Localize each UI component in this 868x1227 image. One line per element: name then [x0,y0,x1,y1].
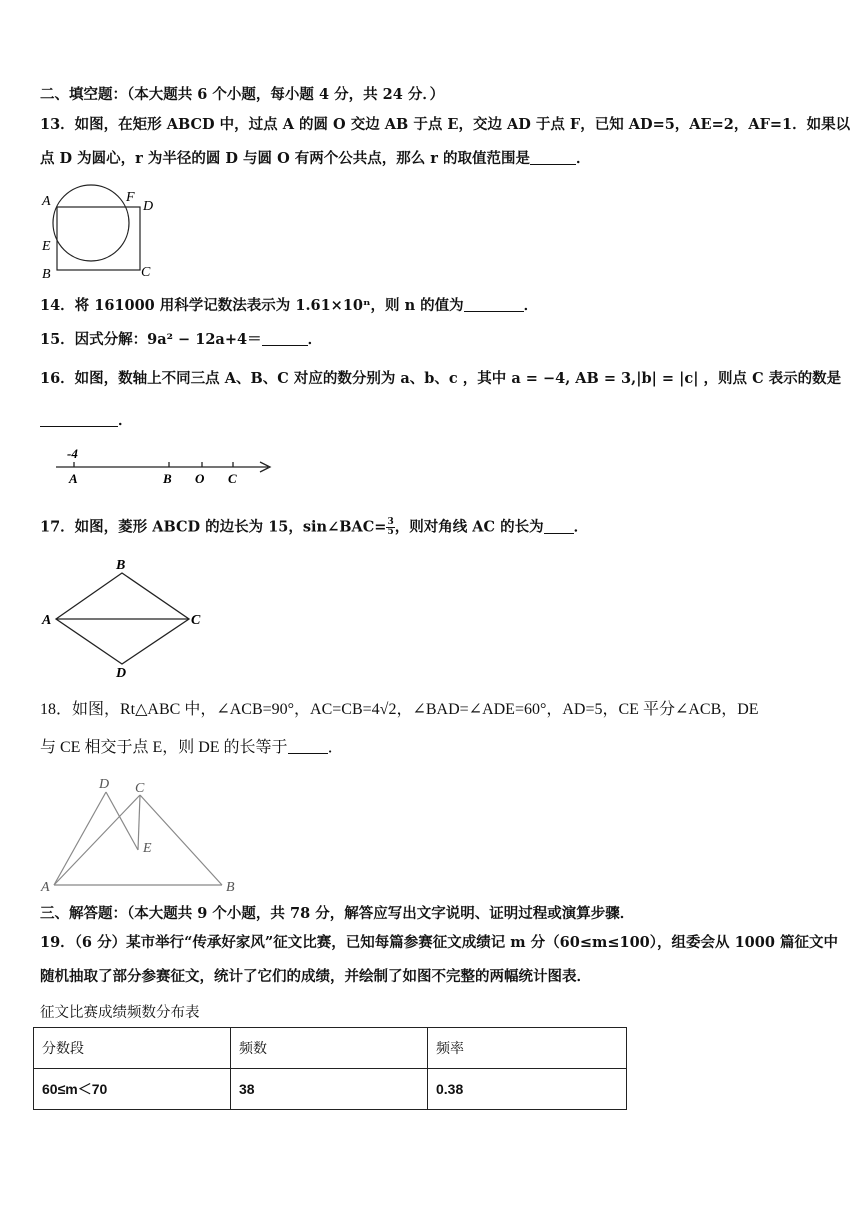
q14-text: 14．将 161000 用科学记数法表示为 1.61×10ⁿ，则 n 的值为 [40,297,464,314]
q16-label-minus4: -4 [67,446,78,461]
q13-label-c: C [141,265,151,280]
q14-line [40,297,538,315]
q15-end: ． [307,331,323,348]
q16-label-c: C [228,471,237,486]
q17-answer-blank [544,519,574,534]
q19-line-2: 随机抽取了部分参赛征文，统计了它们的成绩，并绘制了如图不完整的两幅统计图表． [40,968,591,985]
q17-rhombus [56,573,189,664]
q14-answer-blank [464,297,524,312]
q17-label-c: C [191,613,201,628]
q18-segment-ad [54,792,106,885]
q19-table-caption: 征文比赛成绩频数分布表 [40,1005,200,1021]
q17-fraction-denominator: 5 [387,527,394,537]
q13-label-e: E [42,239,51,254]
table-header-cell: 分数段 [34,1028,231,1069]
q15-text: 15．因式分解：9a² − 12a+4＝ [40,331,262,348]
section-3-title: 三、解答题：（本大题共 9 个小题，共 78 分，解答应写出文字说明、证明过程或演算步骤． [40,905,635,922]
q13-rectangle [57,207,140,270]
table-cell: 0.38 [428,1069,627,1110]
q16-end: ． [118,412,133,429]
table-header-row [34,1028,627,1069]
q18-label-e: E [143,841,152,856]
q18-label-d: D [99,777,110,792]
q13-label-b: B [42,267,51,282]
q18-segment-de [106,792,138,850]
q13-line-2 [40,150,591,168]
table-header-cell: 频率 [428,1028,627,1069]
section-2-title: 二、填空题：（本大题共 6 个小题，每小题 4 分，共 24 分．） [40,86,445,103]
q16-label-a: A [69,471,78,486]
table-row [34,1069,627,1110]
q19-line-1: 19．（6 分）某市举行“传承好家风”征文比赛，已知每篇参赛征文成绩记 m 分（60≤m≤100），组委会从 1000 篇征文中 [40,934,838,951]
q18-segment-cb [140,795,222,885]
q17-label-b: B [116,558,126,573]
q17-end: ． [573,518,589,536]
q17-fraction [386,518,394,537]
q18-label-a: A [41,880,50,895]
q13-circle [53,185,129,261]
q13-label-f: F [126,190,135,205]
q13-line-2-text: 点 D 为圆心，r 为半径的圆 D 与圆 O 有两个公共点，那么 r 的取值范围是 [40,150,530,167]
q13-label-d: D [143,199,154,214]
q18-line-2-text: 与 CE 相交于点 E，则 DE 的长等于 [40,739,288,756]
q13-answer-blank [530,150,576,165]
q18-label-c: C [135,781,145,796]
q18-label-b: B [226,880,235,895]
q16-line: 16．如图，数轴上不同三点 A、B、C 对应的数分别为 a、b、c ，其中 a = −4, AB = 3,|b| = |c| ，则点 C 表示的数是 [40,370,842,387]
q13-label-a: A [42,194,51,209]
q13-line-1: 13．如图，在矩形 ABCD 中，过点 A 的圆 O 交边 AB 于点 E，交边 AD 于点 F，已知 AD=5，AE=2，AF=1．如果以 [40,116,851,133]
q18-line-1: 18．如图，Rt△ABC 中，∠ACB=90°，AC=CB=4√2，∠BAD=∠ADE=60°，AD=5，CE 平分∠ACB，DE [40,701,759,718]
q17-line [40,518,588,537]
q16-label-b: B [163,471,172,486]
q18-segment-ce [138,795,140,850]
frequency-table [33,1027,627,1110]
q17-label-d: D [116,666,127,681]
q17-fraction-numerator: 3 [387,517,394,527]
q17-label-a: A [42,613,52,628]
q16-line-2 [40,412,133,430]
q17-text-2: ，则对角线 AC 的长为 [394,518,544,536]
table-header-cell: 频数 [231,1028,428,1069]
q14-end: ． [523,297,539,314]
table-cell: 60≤m＜70 [34,1069,231,1110]
q18-line-2 [40,739,344,757]
q16-answer-blank [40,412,118,427]
q13-end: ． [576,150,591,167]
q18-segment-ac [54,795,140,885]
q16-label-o: O [195,471,205,486]
q18-answer-blank [288,739,328,754]
q15-answer-blank [262,331,308,346]
q15-line [40,331,322,349]
table-cell: 38 [231,1069,428,1110]
q17-text: 17．如图，菱形 ABCD 的边长为 15，sin∠BAC= [40,518,387,536]
q18-end: ． [327,739,344,756]
